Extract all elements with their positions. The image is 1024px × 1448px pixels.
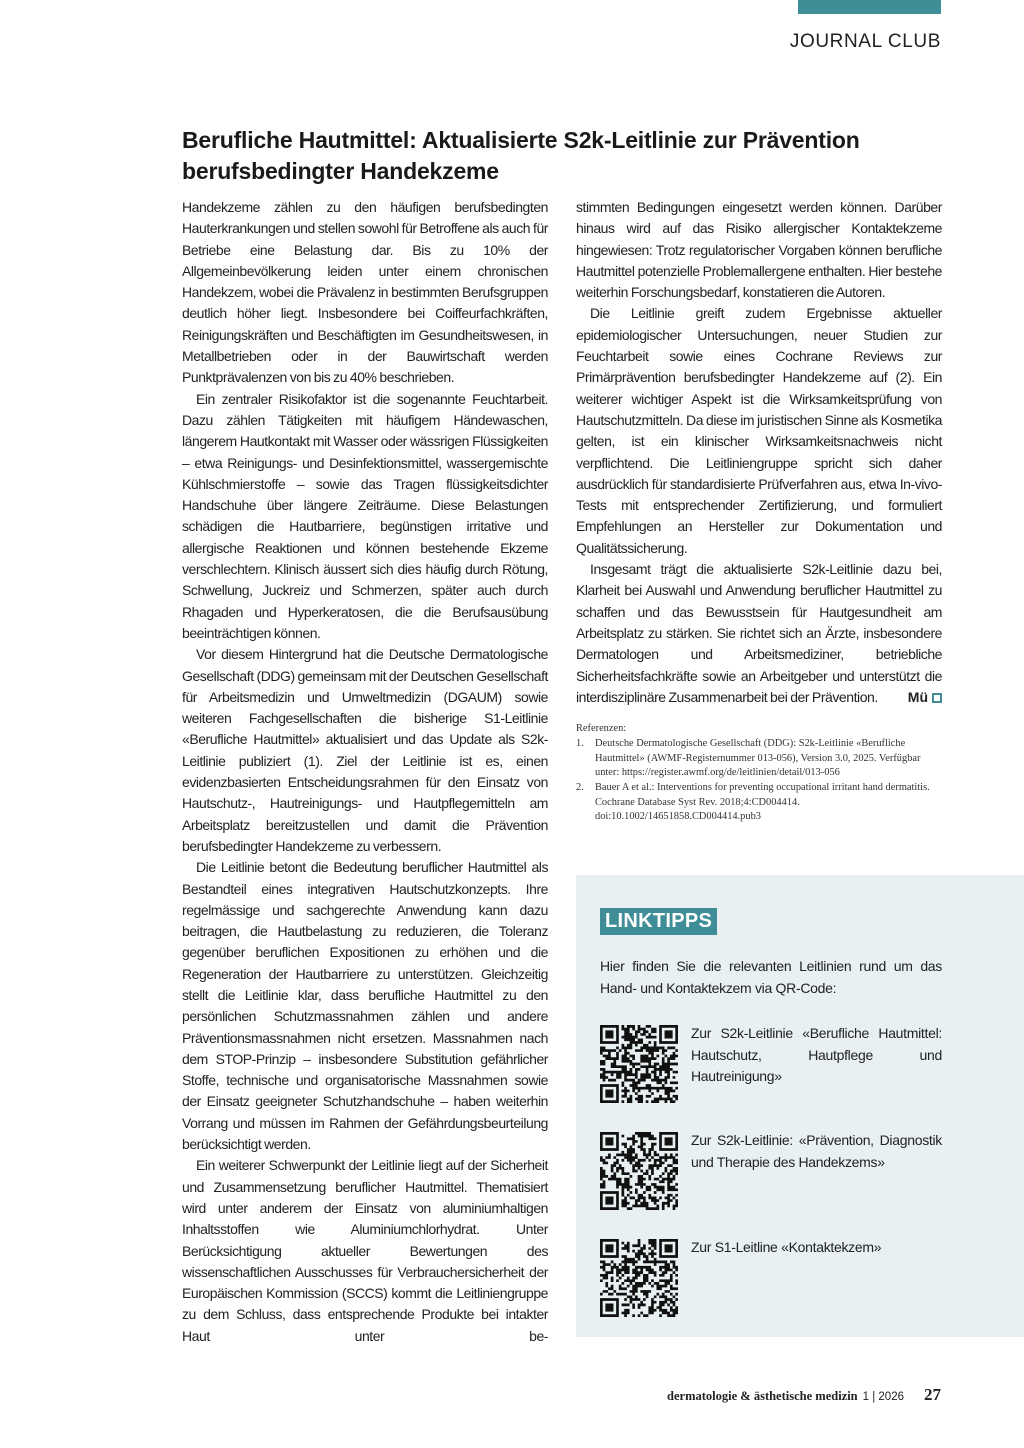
linktipps-title: LINKTIPPS	[600, 908, 717, 935]
end-mark-icon	[932, 693, 942, 703]
article-column-right	[576, 197, 942, 708]
page-number: 27	[924, 1385, 941, 1404]
linktipp-item[interactable]	[600, 1025, 942, 1103]
linktipp-text: Zur S1-Leitline «Kontaktekzem»	[691, 1239, 882, 1256]
author-initials: Mü	[907, 688, 928, 705]
linktipp-item[interactable]	[600, 1132, 942, 1210]
page-footer	[667, 1385, 941, 1405]
paragraph: Ein zentraler Risikofaktor ist die sogenannte Feuchtarbeit. Dazu zählen Tätigkeiten mit häufigem Händewaschen, längerem Hautkontakt mit Wasser oder wässrigen Flüssigkeiten – etwa Reinigungs- und Desinfektionsmittel, wassergemischte Kühlschmierstoffe – sowie das Tragen flüssigkeitsdichter Handschuhe über längere Zeiträume. Diese Belastungen schädigen die Hautbarriere, begünstigen irritative und allergische Reaktionen und können bestehende Ekzeme verschlechtern. Klinisch äussert sich dies häufig durch Rötung, Schwellung, Juckreiz und Schmerzen, später auch durch Rhagaden und Hyperkeratosen, die die Berufsausübung beeinträchtigen können.	[182, 390, 548, 641]
paragraph: stimmten Bedingungen eingesetzt werden können. Darüber hinaus wird auf das Risiko allergischer Kontaktekzeme hingewiesen: Trotz regulatorischer Vorgaben können berufliche Hautmittel potenzielle Problemallergene enthalten. Hier bestehe weiterhin Forschungsbedarf, konstatieren die Autoren.	[576, 199, 942, 301]
linktipp-text: Zur S2k-Leitlinie «Berufliche Hautmittel: Hautschutz, Hautpflege und Hautreinigung»	[691, 1025, 942, 1085]
reference-number: 2.	[576, 781, 584, 793]
journal-name: dermatologie & ästhetische medizin	[667, 1389, 858, 1403]
linktipps-box	[576, 875, 1024, 1337]
paragraph: Handekzeme zählen zu den häufigen berufsbedingten Hauterkrankungen und stellen sowohl für Betroffene als auch für Betriebe eine Belastung dar. Bis zu 10% der Allgemeinbevölkerung leiden unter einem chronischen Handekzem, wobei die Prävalenz in bestimmten Berufsgruppen deutlich höher liegt. Insbesondere bei Coiffeurfachkräften, Reinigungskräften und Beschäftigten im Gesundheitswesen, in Metallbetrieben oder in der Bauwirtschaft werden Punktprävalenzen von bis zu 40% beschrieben.	[182, 199, 548, 386]
reference-number: 1.	[576, 737, 584, 749]
paragraph: Ein weiterer Schwerpunkt der Leitlinie liegt auf der Sicherheit und Zusammensetzung beruflicher Hautmittel. Thematisiert wird unter anderem der Einsatz von aluminiumhaltigen Inhaltsstoffen wie Aluminiumchlorhydrat. Unter Berücksichtigung aktueller Bewertungen des wissenschaftlichen Ausschusses für Verbrauchersicherheit der Europäischen Kommission (SCCS) kommt die Leitliniengruppe zu dem Schluss, dass entsprechende Produkte bei intakter Haut unter be-	[182, 1157, 548, 1344]
paragraph: Die Leitlinie greift zudem Ergebnisse aktueller epidemiologischer Untersuchungen, neuer Studien zur Feuchtarbeit sowie eines Cochrane Reviews zur Primärprävention berufsbedingter Handekzeme auf (2). Ein weiterer wichtiger Aspekt ist die Wirksamkeitsprüfung von Hautschutzmitteln. Da diese im juristischen Sinne als Kosmetika gelten, ist ein klinischer Wirksamkeitsnachweis nicht verpflichtend. Die Leitliniengruppe spricht sich daher ausdrücklich für standardisierte Prüfverfahren aus, etwa In-vivo-Tests mit entsprechender Zertifizierung, und formuliert Empfehlungen an Hersteller zur Dokumentation und Qualitätssicherung.	[576, 305, 942, 556]
linktipp-text: Zur S2k-Leitlinie: «Prävention, Diagnostik und Therapie des Handekzems»	[691, 1132, 942, 1170]
paragraph: Vor diesem Hintergrund hat die Deutsche Dermatologische Gesellschaft (DDG) gemeinsam mit der Deutschen Gesellschaft für Arbeitsmedizin und Umweltmedizin (DGAUM) sowie weiteren Fachgesellschaften die bisherige S1-Leitlinie «Berufliche Hautmittel» aktualisiert und das Update als S2k-Leitlinie publiziert (1). Ziel der Leitlinie ist es, einen evidenzbasierten Entscheidungsrahmen für den Einsatz von Hautschutz-, Hautreinigungs- und Hautpflegemitteln am Arbeitsplatz bereitzustellen und damit die Prävention berufsbedingter Handekzeme zu verbessern.	[182, 646, 548, 854]
author-signature	[908, 687, 942, 708]
references	[576, 722, 946, 825]
qr-pattern	[600, 1239, 678, 1317]
section-label: JOURNAL CLUB	[789, 31, 941, 52]
qr-pattern	[600, 1132, 678, 1210]
linktipp-item[interactable]	[600, 1239, 942, 1317]
issue-number: 1 | 2026	[862, 1391, 904, 1403]
reference-item	[576, 737, 946, 781]
reference-text: Deutsche Dermatologische Gesellschaft (DDG): S2k-Leitlinie «Berufliche Hautmittel» (AWMF-Registernummer 013-056), Version 3.0, 2025. Verfügbar unter: https://register.awmf.org/de/leitlinien/detail/013-056	[595, 737, 921, 779]
right-column-wrapper	[576, 197, 1024, 1337]
paragraph: Die Leitlinie betont die Bedeutung beruflicher Hautmittel als Bestandteil eines integrativen Hautschutzkonzepts. Ihre regelmässige und sachgerechte Anwendung kann dazu beitragen, die Hautbelastung zu reduzieren, die Toleranz gegenüber beruflichen Expositionen zu erhöhen und die Regeneration der Hautbarriere zu unterstützen. Gleichzeitig stellt die Leitlinie klar, dass berufliche Hautmittel zu den persönlichen Schutzmassnahmen zählen und andere Präventionsmassnahmen nicht ersetzen. Massnahmen nach dem STOP-Prinzip – insbesondere Substitution gefährlicher Stoffe, technische und organisatorische Massnahmen sowie der Einsatz geeigneter Schutzhandschuhe – haben weiterhin Vorrang und müssen im Rahmen der Gefährdungsbeurteilung berücksichtigt werden.	[182, 859, 548, 1153]
qr-pattern	[600, 1025, 678, 1103]
linktipps-intro: Hier finden Sie die relevanten Leitlinien rund um das Hand- und Kontaktekzem via QR-Code:	[600, 958, 942, 996]
qr-code-icon[interactable]	[600, 1239, 678, 1317]
qr-code-icon[interactable]	[600, 1132, 678, 1210]
reference-item	[576, 781, 946, 825]
references-heading: Referenzen:	[576, 723, 627, 735]
qr-code-icon[interactable]	[600, 1025, 678, 1103]
paragraph-last	[576, 559, 942, 708]
reference-text: Bauer A et al.: Interventions for preventing occupational irritant hand dermatitis. Cochrane Database Syst Rev. 2018;4:CD004414. doi:10.1002/14651858.CD004414.pub3	[595, 781, 930, 823]
paragraph-text: Insgesamt trägt die aktualisierte S2k-Leitlinie dazu bei, Klarheit bei Auswahl und Anwendung beruflicher Hautmittel zu schaffen und das Bewusstsein für Hautgesundheit am Arbeitsplatz zu stärken. Sie richtet sich an Ärzte, insbesondere Dermatologen und Arbeitsmediziner, betriebliche Sicherheitsfachkräfte sowie an Arbeitgeber und unterstützt die interdisziplinäre Zusammenarbeit bei der Prävention.	[576, 561, 942, 705]
accent-bar	[798, 0, 941, 14]
article-title: Berufliche Hautmittel: Aktualisierte S2k-Leitlinie zur Prävention berufsbedingter Handekzeme	[182, 127, 860, 184]
article-column-left	[182, 197, 548, 1347]
